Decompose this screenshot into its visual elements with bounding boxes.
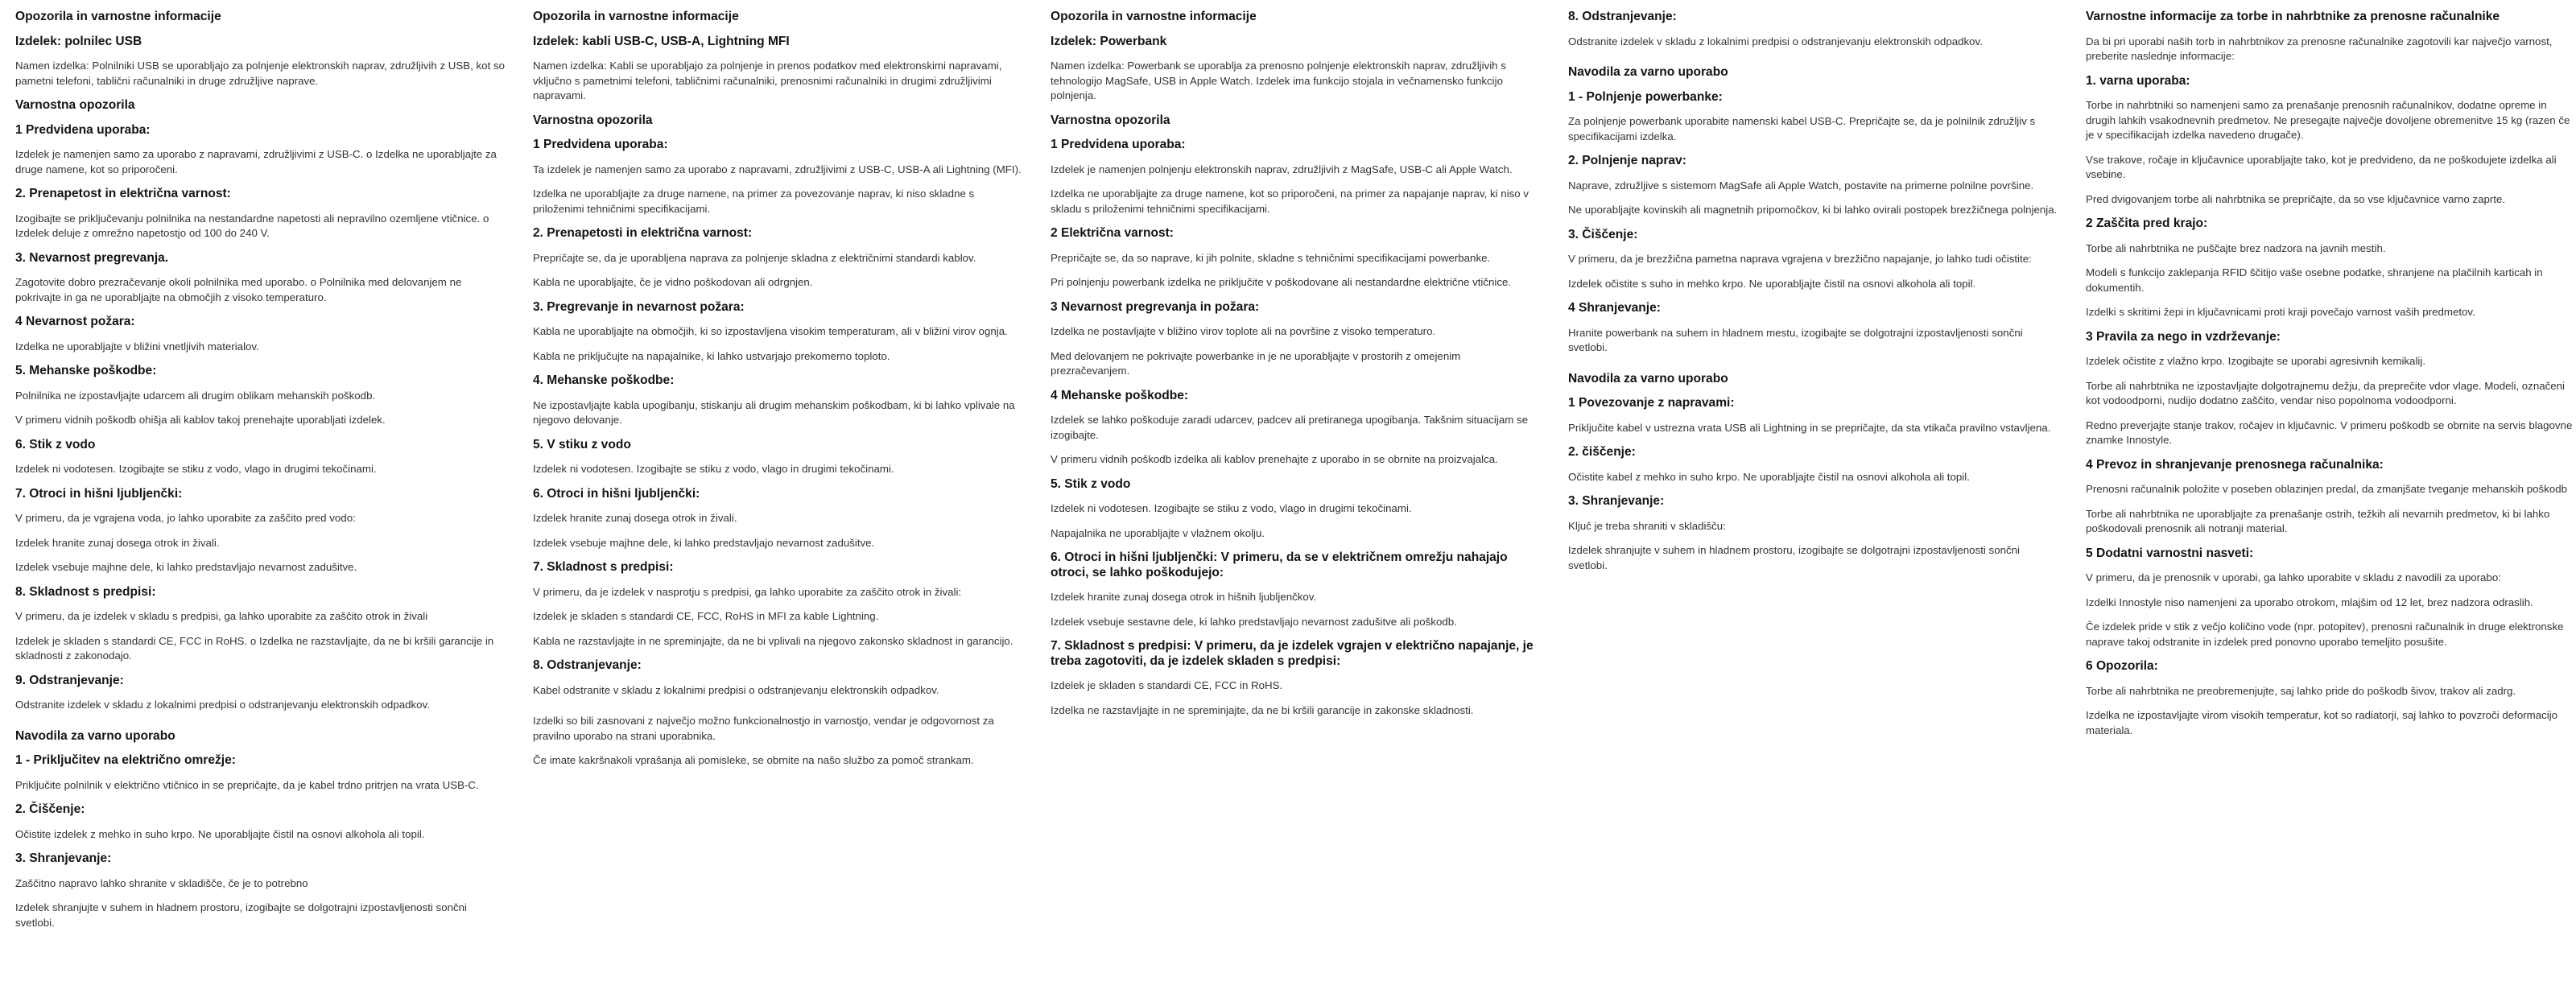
section-heading: 4. Mehanske poškodbe: [533, 373, 675, 387]
paragraph: V primeru, da je vgrajena voda, jo lahko uporabite za zaščito pred vodo: [15, 512, 356, 524]
paragraph: Če izdelek pride v stik z večjo količino vode (npr. potopitev), prenosni računalnik in druge elektronske naprave takoj odstranite in izdelek pred ponovno uporabo temeljito posušite. [2086, 621, 2564, 648]
section-heading: 1 Predvidena uporaba: [1051, 138, 1186, 151]
section-heading: 1. varna uporaba: [2086, 73, 2190, 88]
paragraph: Torbe ali nahrbtnika ne preobremenjujte, saj lahko pride do poškodb šivov, trakov ali zadrg. [2086, 684, 2516, 697]
section-heading: Varnostna opozorila [1051, 113, 1170, 127]
paragraph: Izdelek je skladen s standardi CE, FCC in RoHS. [1051, 679, 1283, 691]
paragraph: Izdelek ni vodotesen. Izogibajte se stiku z vodo, vlago in drugimi tekočinami. [15, 463, 377, 475]
section-heading: 5. V stiku z vodo [533, 437, 631, 451]
paragraph: Za polnjenje powerbank uporabite namenski kabel USB-C. Prepričajte se, da je polnilnik združljiv s specifikacijami izdelka. [1568, 115, 2036, 142]
section-heading: 3. Nevarnost pregrevanja. [15, 250, 169, 265]
paragraph: Če imate kakršnakoli vprašanja ali pomisleke, se obrnite na našo službo za pomoč strankam. [533, 754, 974, 766]
section-heading: 1 - Priključitev na električno omrežje: [15, 753, 236, 767]
section-heading: 3. Pregrevanje in nevarnost požara: [533, 299, 745, 314]
paragraph: Naprave, združljive s sistemom MagSafe ali Apple Watch, postavite na primerne polnilne površine. [1568, 179, 2034, 192]
column-powerbank [1051, 10, 1542, 728]
paragraph: Izdelek ni vodotesen. Izogibajte se stiku z vodo, vlago in drugimi tekočinami. [533, 463, 894, 475]
section-heading: 2. Prenapetost in električna varnost: [15, 187, 231, 200]
section-heading: 1 Povezovanje z napravami: [1568, 396, 1735, 410]
section-heading: 2 Električna varnost: [1051, 226, 1174, 240]
section-heading: 8. Odstranjevanje: [533, 658, 642, 672]
paragraph: V primeru, da je brezžična pametna naprava vgrajena v brezžično napajanje, jo lahko tudi očistite: [1568, 253, 2032, 265]
section-heading: Opozorila in varnostne informacije [533, 10, 739, 23]
paragraph: Izdelka ne uporabljajte v bližini vnetljivih materialov. [15, 340, 259, 353]
section-heading: 2. Čiščenje: [15, 802, 85, 816]
section-heading: 9. Odstranjevanje: [15, 673, 124, 687]
paragraph: Odstranite izdelek v skladu z lokalnimi predpisi o odstranjevanju elektronskih odpadkov. [1568, 35, 1983, 47]
paragraph: Izdelek shranjujte v suhem in hladnem prostoru, izogibajte se dolgotrajni izpostavljenosti sončni svetlobi. [1568, 544, 2020, 571]
section-heading: 6. Stik z vodo [15, 437, 96, 451]
column-usb-charger [15, 10, 506, 940]
paragraph: Zagotovite dobro prezračevanje okoli polnilnika med uporabo. o Polnilnika med delovanjem ne pokrivajte in ga ne uporabljajte na območjih z visoko temperaturo. [15, 276, 462, 303]
paragraph: Priključite polnilnik v električno vtičnico in se prepričajte, da je kabel trdno pritrjen na vrata USB-C. [15, 778, 479, 791]
paragraph: Izdelek hranite zunaj dosega otrok in hišnih ljubljenčkov. [1051, 591, 1317, 603]
section-heading: Navodila za varno uporabo [1568, 371, 1728, 385]
paragraph: Kabla ne uporabljajte, če je vidno poškodovan ali odrgnjen. [533, 276, 813, 288]
section-heading: 6. Otroci in hišni ljubljenčki: [533, 486, 700, 501]
paragraph: Namen izdelka: Polnilniki USB se uporabljajo za polnjenje elektronskih naprav, združljivih z USB, kot so pametni telefoni, tablični računalniki in druge združljive naprave. [15, 60, 506, 87]
paragraph: Polnilnika ne izpostavljajte udarcem ali drugim oblikam mehanskih poškodb. [15, 389, 376, 402]
paragraph: Kabla ne priključujte na napajalnike, ki lahko ustvarjajo prekomerno toploto. [533, 349, 890, 362]
paragraph: Napajalnika ne uporabljajte v vlažnem okolju. [1051, 526, 1265, 539]
paragraph: Izdelka ne uporabljajte za druge namene, na primer za povezovanje naprav, ki niso skladne s priloženimi tehničnimi specifikacijami. [533, 188, 975, 215]
column-powerbank-cable-instructions [1568, 10, 2059, 583]
paragraph: Izdelek je namenjen samo za uporabo z napravami, združljivimi z USB-C. o Izdelka ne uporabljajte za druge namene, kot so priporočeni. [15, 148, 497, 175]
paragraph: Torbe ali nahrbtnika ne uporabljajte za prenašanje ostrih, težkih ali nevarnih predmetov, ki bi lahko poškodovali prenosnik ali notranji material. [2086, 507, 2550, 534]
paragraph: V primeru, da je izdelek v nasprotju s predpisi, ga lahko uporabite za zaščito otrok in živali: [533, 585, 962, 598]
paragraph: Izdelka ne uporabljajte za druge namene, kot so priporočeni, na primer za napajanje naprav, ki niso v skladu s priloženimi tehničnimi specifikacijami. [1051, 188, 1530, 215]
paragraph: Izdelek vsebuje majhne dele, ki lahko predstavljajo nevarnost zadušitve. [15, 561, 357, 573]
paragraph: Izdelek očistite s suho in mehko krpo. Ne uporabljajte čistil na osnovi alkohola ali topil. [1568, 277, 1976, 290]
paragraph: Izdelki s skritimi žepi in ključavnicami proti kraji povečajo varnost vaših predmetov. [2086, 306, 2475, 318]
paragraph: Prepričajte se, da je uporabljena naprava za polnjenje skladna z električnimi standardi kablov. [533, 251, 976, 264]
paragraph: Izdelki so bili zasnovani z največjo možno funkcionalnostjo in varnostjo, vendar je odgovornost za pravilno uporabo na strani uporabnika. [533, 715, 994, 742]
section-heading: Varnostna opozorila [15, 98, 135, 112]
paragraph: Torbe ali nahrbtnika ne izpostavljajte dolgotrajnemu dežju, da preprečite vdor vlage. Modeli, označeni kot vodoodporni, nudijo dodatno zaščito, vendar niso popolnoma vodoodporni. [2086, 379, 2566, 406]
section-heading: 4 Shranjevanje: [1568, 301, 1661, 315]
paragraph: Kabla ne uporabljajte na območjih, ki so izpostavljena visokim temperaturam, ali v bližini virov ognja. [533, 325, 1008, 337]
section-heading: 4 Prevoz in shranjevanje prenosnega računalnika: [2086, 457, 2384, 472]
paragraph: Redno preverjajte stanje trakov, ročajev in ključavnic. V primeru poškodb se obrnite na servis blagovne znamke Innostyle. [2086, 418, 2573, 446]
paragraph: Odstranite izdelek v skladu z lokalnimi predpisi o odstranjevanju elektronskih odpadkov. [15, 699, 430, 711]
section-heading: Izdelek: polnilec USB [15, 34, 142, 48]
section-heading: 3. Shranjevanje: [15, 851, 112, 865]
section-heading: 2. čiščenje: [1568, 445, 1636, 459]
section-heading: 1 Predvidena uporaba: [15, 122, 151, 137]
section-heading: 4 Nevarnost požara: [15, 315, 135, 328]
paragraph: Očistite izdelek z mehko in suho krpo. Ne uporabljajte čistil na osnovi alkohola ali topil. [15, 827, 425, 840]
paragraph: Ne uporabljajte kovinskih ali magnetnih pripomočkov, ki bi lahko ovirali postopek brezžičnega polnjenja. [1568, 204, 2058, 216]
section-heading: 2 Zaščita pred krajo: [2086, 216, 2208, 230]
paragraph: Namen izdelka: Kabli se uporabljajo za polnjenje in prenos podatkov med elektronskimi napravami, vključno s pametnimi telefoni, tabličnimi računalniki, prenosnimi računalniki in drugimi združljivimi napravami. [533, 60, 1002, 101]
paragraph: Izdelek hranite zunaj dosega otrok in živali. [15, 536, 220, 549]
paragraph: Izdelek hranite zunaj dosega otrok in živali. [533, 512, 737, 524]
section-heading: 8. Odstranjevanje: [1568, 10, 1677, 23]
paragraph: V primeru vidnih poškodb ohišja ali kablov takoj prenehajte uporabljati izdelek. [15, 414, 386, 426]
paragraph: Pred dvigovanjem torbe ali nahrbtnika se prepričajte, da so vse ključavnice varno zaprte. [2086, 192, 2506, 205]
section-heading: 5. Mehanske poškodbe: [15, 364, 157, 377]
section-heading: Opozorila in varnostne informacije [15, 10, 221, 23]
section-heading: Izdelek: Powerbank [1051, 34, 1167, 48]
section-heading: 8. Skladnost s predpisi: [15, 584, 156, 599]
section-heading: Navodila za varno uporabo [1568, 65, 1728, 79]
paragraph: Ne izpostavljajte kabla upogibanju, stiskanju ali drugim mehanskim poškodbam, ki bi lahko vplivale na njegovo delovanje. [533, 398, 1015, 426]
section-heading: 3 Nevarnost pregrevanja in požara: [1051, 299, 1260, 314]
paragraph: Izdelka ne razstavljajte in ne spreminjajte, da ne bi kršili garancije in zakonske skladnosti. [1051, 703, 1474, 716]
paragraph: Hranite powerbank na suhem in hladnem mestu, izogibajte se dolgotrajni izpostavljenosti sončni svetlobi. [1568, 326, 2023, 353]
paragraph: Namen izdelka: Powerbank se uporablja za prenosno polnjenje elektronskih naprav, združljivih s tehnologijo MagSafe, USB in Apple Watch. Izdelek ima funkcijo stojala in večnamensko funkcijo polnjenja. [1051, 60, 1506, 101]
section-heading: Izdelek: kabli USB-C, USB-A, Lightning MFI [533, 34, 790, 48]
paragraph: Izdelek vsebuje sestavne dele, ki lahko predstavljajo nevarnost zadušitve ali poškodb. [1051, 615, 1457, 628]
section-heading: Varnostne informacije za torbe in nahrbtnike za prenosne računalnike [2086, 10, 2500, 23]
paragraph: Izogibajte se priključevanju polnilnika na nestandardne napetosti ali nepravilno ozemljene vtičnice. o Izdelek deluje z omrežno napetostjo od 100 do 240 V. [15, 212, 489, 239]
column-laptop-bags [2086, 10, 2576, 748]
section-heading: 4 Mehanske poškodbe: [1051, 388, 1189, 402]
paragraph: Ta izdelek je namenjen samo za uporabo z napravami, združljivimi z USB-C, USB-A ali Lightning (MFI). [533, 163, 1022, 175]
section-heading: Opozorila in varnostne informacije [1051, 10, 1257, 23]
section-heading: 2. Polnjenje naprav: [1568, 154, 1686, 167]
paragraph: Izdelek shranjujte v suhem in hladnem prostoru, izogibajte se dolgotrajni izpostavljenosti sončni svetlobi. [15, 901, 467, 929]
paragraph: Izdelka ne postavljajte v bližino virov toplote ali na površine z visoko temperaturo. [1051, 325, 1436, 337]
paragraph: Izdelek vsebuje majhne dele, ki lahko predstavljajo nevarnost zadušitve. [533, 536, 875, 549]
paragraph: Izdelek je namenjen polnjenju elektronskih naprav, združljivih z MagSafe, USB-C ali Apple Watch. [1051, 163, 1513, 175]
paragraph: Izdelek je skladen s standardi CE, FCC in RoHS. o Izdelka ne razstavljajte, da ne bi kršili garancije in skladnosti z zakonodajo. [15, 634, 494, 662]
paragraph: Izdelek očistite z vlažno krpo. Izogibajte se uporabi agresivnih kemikalij. [2086, 355, 2426, 367]
section-heading: 7. Skladnost s predpisi: [533, 560, 674, 574]
paragraph: Izdelki Innostyle niso namenjeni za uporabo otrokom, mlajšim od 12 let, brez nadzora odraslih. [2086, 596, 2533, 608]
paragraph: V primeru, da je prenosnik v uporabi, ga lahko uporabite v skladu z navodili za uporabo: [2086, 571, 2501, 583]
section-heading: 3. Shranjevanje: [1568, 494, 1665, 508]
paragraph: Kabel odstranite v skladu z lokalnimi predpisi o odstranjevanju elektronskih odpadkov. [533, 683, 939, 696]
paragraph: Priključite kabel v ustrezna vrata USB ali Lightning in se prepričajte, da sta vtikača pravilno vstavljena. [1568, 421, 2051, 434]
paragraph: Prenosni računalnik položite v poseben oblazinjen predal, da zmanjšate tveganje mehanskih poškodb [2086, 483, 2568, 495]
section-heading: 5 Dodatni varnostni nasveti: [2086, 546, 2254, 560]
section-heading: 3 Pravila za nego in vzdrževanje: [2086, 329, 2281, 344]
paragraph: Torbe ali nahrbtnika ne puščajte brez nadzora na javnih mestih. [2086, 241, 2386, 254]
section-heading: Varnostna opozorila [533, 113, 653, 127]
paragraph: Modeli s funkcijo zaklepanja RFID ščitijo vaše osebne podatke, shranjene na plačilnih karticah in dokumentih. [2086, 266, 2543, 294]
section-heading: 1 Predvidena uporaba: [533, 138, 668, 151]
section-heading: Navodila za varno uporabo [15, 728, 175, 743]
paragraph: Pri polnjenju powerbank izdelka ne priključite v poškodovane ali nestandardne električne vtičnice. [1051, 276, 1512, 288]
column-cables [533, 10, 1024, 778]
section-heading: 7. Skladnost s predpisi: V primeru, da je izdelek vgrajen v električno napajanje, je treba zagotoviti, da je izdelek skladen s predpisi: [1051, 639, 1534, 668]
paragraph: Kabla ne razstavljajte in ne spreminjajte, da ne bi vplivali na njegovo zakonsko skladnost in garancijo. [533, 634, 1013, 647]
section-heading: 5. Stik z vodo [1051, 476, 1131, 491]
paragraph: Torbe in nahrbtniki so namenjeni samo za prenašanje prenosnih računalnikov, dodatne opreme in drugih lahkih vsakodnevnih predmetov. Ne presegajte največje dovoljene obremenitve 15 kg (razen če je v specifikacijah izdelka navedeno drugače). [2086, 99, 2570, 141]
section-heading: 6 Opozorila: [2086, 659, 2158, 673]
paragraph: Vse trakove, ročaje in ključavnice uporabljajte tako, kot je predvideno, da ne poškodujete izdelka ali vsebine. [2086, 153, 2557, 180]
section-heading: 7. Otroci in hišni ljubljenčki: [15, 486, 183, 501]
paragraph: Da bi pri uporabi naših torb in nahrbtnikov za prenosne računalnike zagotovili kar največjo varnost, preberite naslednje informacije: [2086, 35, 2553, 62]
section-heading: 2. Prenapetosti in električna varnost: [533, 226, 753, 240]
paragraph: Izdelka ne izpostavljajte virom visokih temperatur, kot so radiatorji, saj lahko to povzroči deformacijo materiala. [2086, 709, 2558, 736]
paragraph: Izdelek je skladen s standardi CE, FCC, RoHS in MFI za kable Lightning. [533, 610, 879, 622]
paragraph: Izdelek se lahko poškoduje zaradi udarcev, padcev ali pretiranega upogibanja. Takšnim situacijam se izogibajte. [1051, 414, 1529, 441]
paragraph: V primeru vidnih poškodb izdelka ali kablov prenehajte z uporabo in se obrnite na proizvajalca. [1051, 453, 1498, 465]
section-heading: 3. Čiščenje: [1568, 227, 1638, 241]
paragraph: Očistite kabel z mehko in suho krpo. Ne uporabljajte čistil na osnovi alkohola ali topil. [1568, 470, 1970, 483]
paragraph: Med delovanjem ne pokrivajte powerbanke in je ne uporabljajte v prostorih z omejenim prezračevanjem. [1051, 349, 1461, 377]
paragraph: Izdelek ni vodotesen. Izogibajte se stiku z vodo, vlago in drugimi tekočinami. [1051, 502, 1412, 514]
paragraph: Zaščitno napravo lahko shranite v skladišče, če je to potrebno [15, 876, 308, 889]
paragraph: Prepričajte se, da so naprave, ki jih polnite, skladne s tehničnimi specifikacijami powerbanke. [1051, 251, 1491, 264]
section-heading: 6. Otroci in hišni ljubljenčki: V primeru, da se v električnem omrežju nahajajo otroci, se lahko poškodujejo: [1051, 550, 1508, 579]
section-heading: 1 - Polnjenje powerbanke: [1568, 89, 1723, 104]
paragraph: Ključ je treba shraniti v skladišču: [1568, 519, 1726, 532]
paragraph: V primeru, da je izdelek v skladu s predpisi, ga lahko uporabite za zaščito otrok in živali [15, 610, 428, 622]
